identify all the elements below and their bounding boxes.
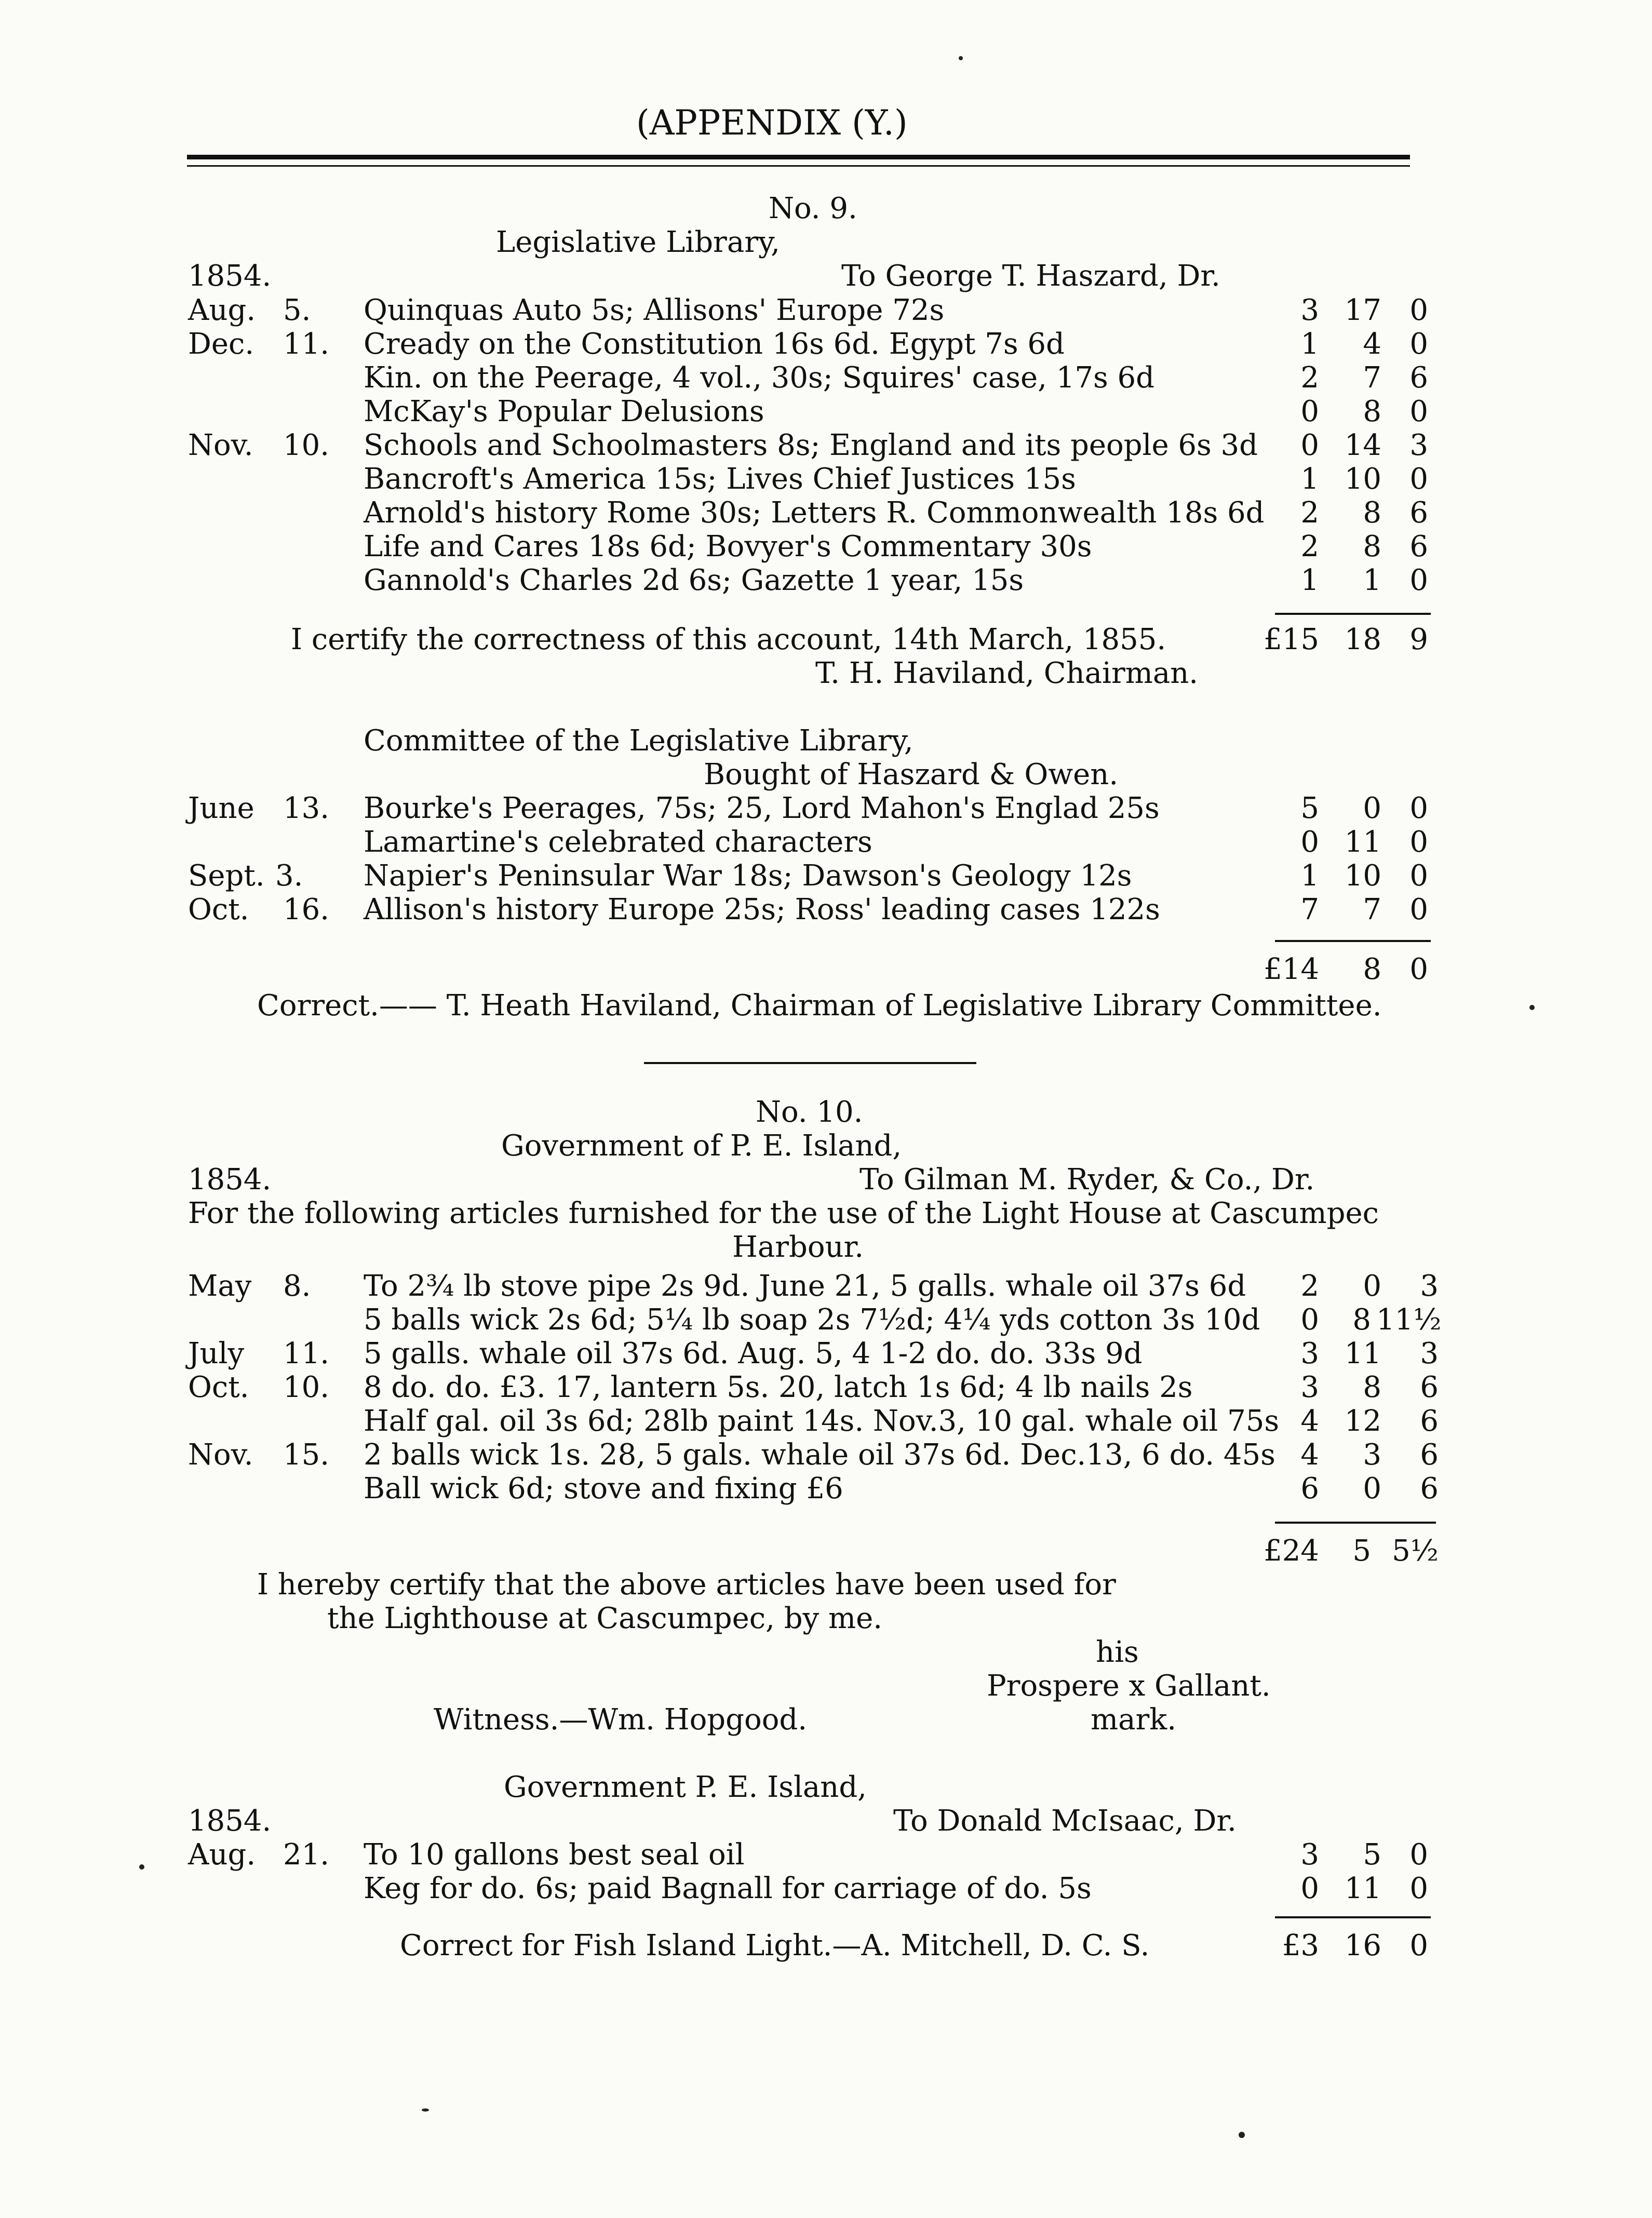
row-pence: 3 [1420, 1337, 1439, 1370]
row-pounds: 3 [1300, 1838, 1319, 1872]
row-pence: 6 [1409, 496, 1428, 530]
row-pounds: 4 [1300, 1438, 1319, 1472]
row-pence: 0 [1409, 1872, 1428, 1905]
row-shillings: 8 [1363, 496, 1381, 530]
section10-total-rule [1275, 1522, 1436, 1524]
row-pounds: 1 [1300, 462, 1319, 496]
row-pounds: 2 [1300, 496, 1319, 530]
scan-speck [959, 56, 963, 60]
mcisaac-total-pence: 0 [1409, 1929, 1428, 1962]
row-pounds: 0 [1300, 825, 1319, 859]
row-shillings: 11 [1344, 1337, 1381, 1370]
mcisaac-vendor: To Donald McIsaac, Dr. [893, 1804, 1237, 1838]
row-description: Kin. on the Peerage, 4 vol., 30s; Squires' case, 17s 6d [364, 361, 1154, 395]
row-pounds: 3 [1300, 1337, 1319, 1370]
section9-year: 1854. [188, 259, 272, 293]
row-shillings: 7 [1363, 361, 1381, 395]
row-pence: 6 [1420, 1472, 1439, 1505]
section10-number: No. 10. [756, 1095, 863, 1129]
row-shillings: 0 [1363, 1472, 1381, 1505]
row-description: Lamartine's celebrated characters [364, 825, 872, 859]
row-description: Gannold's Charles 2d 6s; Gazette 1 year, 15s [364, 563, 1024, 597]
row-pounds: 2 [1300, 530, 1319, 563]
row-pounds: 4 [1300, 1404, 1319, 1438]
row-pence: 0 [1409, 893, 1428, 926]
scan-speck [1239, 2132, 1245, 2138]
row-pence: 0 [1409, 825, 1428, 859]
row-pence: 3 [1420, 1269, 1439, 1303]
row-description: Half gal. oil 3s 6d; 28lb paint 14s. Nov.3, 10 gal. whale oil 75s [364, 1404, 1280, 1438]
row-shillings: 12 [1344, 1404, 1381, 1438]
section-divider [644, 1062, 976, 1064]
row-pounds: 1 [1300, 859, 1319, 893]
row-day: 13. [283, 791, 330, 825]
scan-speck [1529, 1005, 1535, 1010]
row-shillings: 8 [1363, 395, 1381, 428]
section10-signer: Prospere x Gallant. [987, 1669, 1271, 1703]
section10-his: his [1096, 1635, 1139, 1669]
row-month: Nov. [188, 428, 253, 462]
section10-total-pence: 5½ [1392, 1534, 1439, 1568]
row-shillings: 14 [1344, 428, 1381, 462]
row-pounds: 0 [1300, 1872, 1319, 1905]
section9-total-pounds: £15 [1264, 623, 1319, 656]
section10-intro-line2: Harbour. [732, 1230, 864, 1264]
row-month: Sept. [188, 859, 265, 893]
row-pence: 6 [1409, 530, 1428, 563]
row-description: Schools and Schoolmasters 8s; England and its people 6s 3d [364, 428, 1258, 462]
row-description: Quinquas Auto 5s; Allisons' Europe 72s [364, 293, 945, 327]
row-pence: 3 [1409, 428, 1428, 462]
row-shillings: 3 [1363, 1438, 1381, 1472]
row-description: Keg for do. 6s; paid Bagnall for carriage of do. 5s [364, 1872, 1092, 1905]
page-header-title: (APPENDIX (Y.) [636, 103, 908, 143]
row-description: Allison's history Europe 25s; Ross' leading cases 122s [364, 893, 1160, 926]
section9-vendor: To George T. Haszard, Dr. [841, 259, 1220, 293]
committee-total-pounds: £14 [1264, 952, 1319, 986]
row-pounds: 0 [1300, 395, 1319, 428]
row-pounds: 3 [1300, 293, 1319, 327]
row-pounds: 2 [1300, 361, 1319, 395]
section10-total-pounds: £24 [1264, 1534, 1319, 1568]
section10-vendor: To Gilman M. Ryder, & Co., Dr. [859, 1163, 1315, 1197]
row-pounds: 1 [1300, 563, 1319, 597]
scan-speck [422, 2108, 429, 2112]
committee-total-rule [1275, 940, 1431, 942]
row-pounds: 2 [1300, 1269, 1319, 1303]
row-day: 21. [283, 1838, 330, 1872]
mcisaac-total-pounds: £3 [1282, 1929, 1319, 1962]
row-day: 8. [283, 1269, 311, 1303]
row-day: 15. [283, 1438, 330, 1472]
row-description: Bourke's Peerages, 75s; 25, Lord Mahon's Englad 25s [364, 791, 1160, 825]
section9-total-rule [1275, 613, 1431, 615]
row-day: 11. [283, 327, 330, 361]
row-description: 8 do. do. £3. 17, lantern 5s. 20, latch 1s 6d; 4 lb nails 2s [364, 1370, 1193, 1404]
section10-payer: Government of P. E. Island, [501, 1129, 902, 1163]
row-pence: 6 [1409, 361, 1428, 395]
row-description: Cready on the Constitution 16s 6d. Egypt 7s 6d [364, 327, 1065, 361]
row-shillings: 7 [1363, 893, 1381, 926]
row-description: 5 balls wick 2s 6d; 5¼ lb soap 2s 7½d; 4¼ yds cotton 3s 10d [364, 1303, 1260, 1337]
row-day: 10. [283, 1370, 330, 1404]
row-pounds: 5 [1300, 791, 1319, 825]
row-day: 10. [283, 428, 330, 462]
row-month: May [188, 1269, 252, 1303]
row-description: 2 balls wick 1s. 28, 5 gals. whale oil 37s 6d. Dec.13, 6 do. 45s [364, 1438, 1275, 1472]
row-shillings: 0 [1363, 791, 1381, 825]
row-month: Dec. [188, 327, 254, 361]
row-shillings: 8 [1352, 1303, 1371, 1337]
row-description: Life and Cares 18s 6d; Bovyer's Commentary 30s [364, 530, 1092, 563]
scan-speck [139, 1864, 144, 1870]
committee-payer: Committee of the Legislative Library, [364, 724, 914, 758]
row-description: To 10 gallons best seal oil [364, 1838, 745, 1872]
row-pence: 6 [1420, 1370, 1439, 1404]
row-pounds: 0 [1300, 428, 1319, 462]
mcisaac-total-rule [1275, 1916, 1431, 1918]
section10-total-shillings: 5 [1352, 1534, 1371, 1568]
row-shillings: 10 [1344, 462, 1381, 496]
row-pence: 6 [1420, 1438, 1439, 1472]
row-month: Oct. [188, 893, 249, 926]
row-description: McKay's Popular Delusions [364, 395, 764, 428]
mcisaac-total-shillings: 16 [1344, 1929, 1381, 1962]
row-pence: 0 [1409, 563, 1428, 597]
row-pence: 11½ [1376, 1303, 1442, 1337]
row-description: Bancroft's America 15s; Lives Chief Justices 15s [364, 462, 1076, 496]
section10-certify-line2: the Lighthouse at Cascumpec, by me. [327, 1602, 883, 1635]
row-shillings: 4 [1363, 327, 1381, 361]
section9-number: No. 9. [769, 192, 857, 225]
section10-witness: Witness.—Wm. Hopgood. [434, 1703, 808, 1737]
mcisaac-correct: Correct for Fish Island Light.—A. Mitchell, D. C. S. [400, 1929, 1150, 1962]
row-pounds: 6 [1300, 1472, 1319, 1505]
row-shillings: 0 [1363, 1269, 1381, 1303]
section10-certify-line1: I hereby certify that the above articles have been used for [257, 1568, 1116, 1602]
committee-correct: Correct.—— T. Heath Haviland, Chairman of Legislative Library Committee. [257, 989, 1382, 1023]
section9-signer: T. H. Haviland, Chairman. [815, 656, 1199, 690]
row-day: 16. [283, 893, 330, 926]
row-month: Aug. [188, 293, 256, 327]
row-day: 3. [275, 859, 303, 893]
row-pounds: 1 [1300, 327, 1319, 361]
row-month: June [188, 791, 254, 825]
section10-year: 1854. [188, 1163, 272, 1197]
row-pence: 0 [1409, 293, 1428, 327]
row-pence: 0 [1409, 395, 1428, 428]
row-pounds: 3 [1300, 1370, 1319, 1404]
committee-total-shillings: 8 [1363, 952, 1381, 986]
section10-mark: mark. [1091, 1703, 1176, 1737]
row-shillings: 11 [1344, 1872, 1381, 1905]
section9-certify: I certify the correctness of this account, 14th March, 1855. [291, 623, 1166, 656]
mcisaac-payer: Government P. E. Island, [504, 1770, 867, 1804]
row-pence: 0 [1409, 1838, 1428, 1872]
row-description: Napier's Peninsular War 18s; Dawson's Geology 12s [364, 859, 1132, 893]
row-description: Ball wick 6d; stove and fixing £6 [364, 1472, 843, 1505]
row-pence: 0 [1409, 791, 1428, 825]
row-day: 5. [283, 293, 311, 327]
section9-total-pence: 9 [1409, 623, 1428, 656]
row-day: 11. [283, 1337, 330, 1370]
row-month: Oct. [188, 1370, 249, 1404]
row-pence: 0 [1409, 859, 1428, 893]
header-rule-thick [187, 155, 1410, 159]
row-pounds: 0 [1300, 1303, 1319, 1337]
row-shillings: 10 [1344, 859, 1381, 893]
row-shillings: 17 [1344, 293, 1381, 327]
row-shillings: 8 [1363, 530, 1381, 563]
row-month: Nov. [188, 1438, 253, 1472]
mcisaac-year: 1854. [188, 1804, 272, 1838]
row-pence: 0 [1409, 327, 1428, 361]
row-pence: 6 [1420, 1404, 1439, 1438]
row-pence: 0 [1409, 462, 1428, 496]
committee-vendor: Bought of Haszard & Owen. [704, 758, 1119, 791]
row-month: Aug. [188, 1838, 256, 1872]
row-description: 5 galls. whale oil 37s 6d. Aug. 5, 4 1-2 do. do. 33s 9d [364, 1337, 1143, 1370]
row-description: To 2¾ lb stove pipe 2s 9d. June 21, 5 galls. whale oil 37s 6d [364, 1269, 1246, 1303]
header-rule-thin [187, 165, 1410, 167]
row-shillings: 5 [1363, 1838, 1381, 1872]
row-pounds: 7 [1300, 893, 1319, 926]
row-description: Arnold's history Rome 30s; Letters R. Commonwealth 18s 6d [364, 496, 1265, 530]
row-shillings: 11 [1344, 825, 1381, 859]
row-shillings: 8 [1363, 1370, 1381, 1404]
committee-total-pence: 0 [1409, 952, 1428, 986]
row-shillings: 1 [1363, 563, 1381, 597]
row-month: July [188, 1337, 245, 1370]
section9-payer: Legislative Library, [496, 225, 780, 259]
section10-intro-line1: For the following articles furnished for the use of the Light House at Cascumpec [188, 1197, 1379, 1230]
section9-total-shillings: 18 [1344, 623, 1381, 656]
